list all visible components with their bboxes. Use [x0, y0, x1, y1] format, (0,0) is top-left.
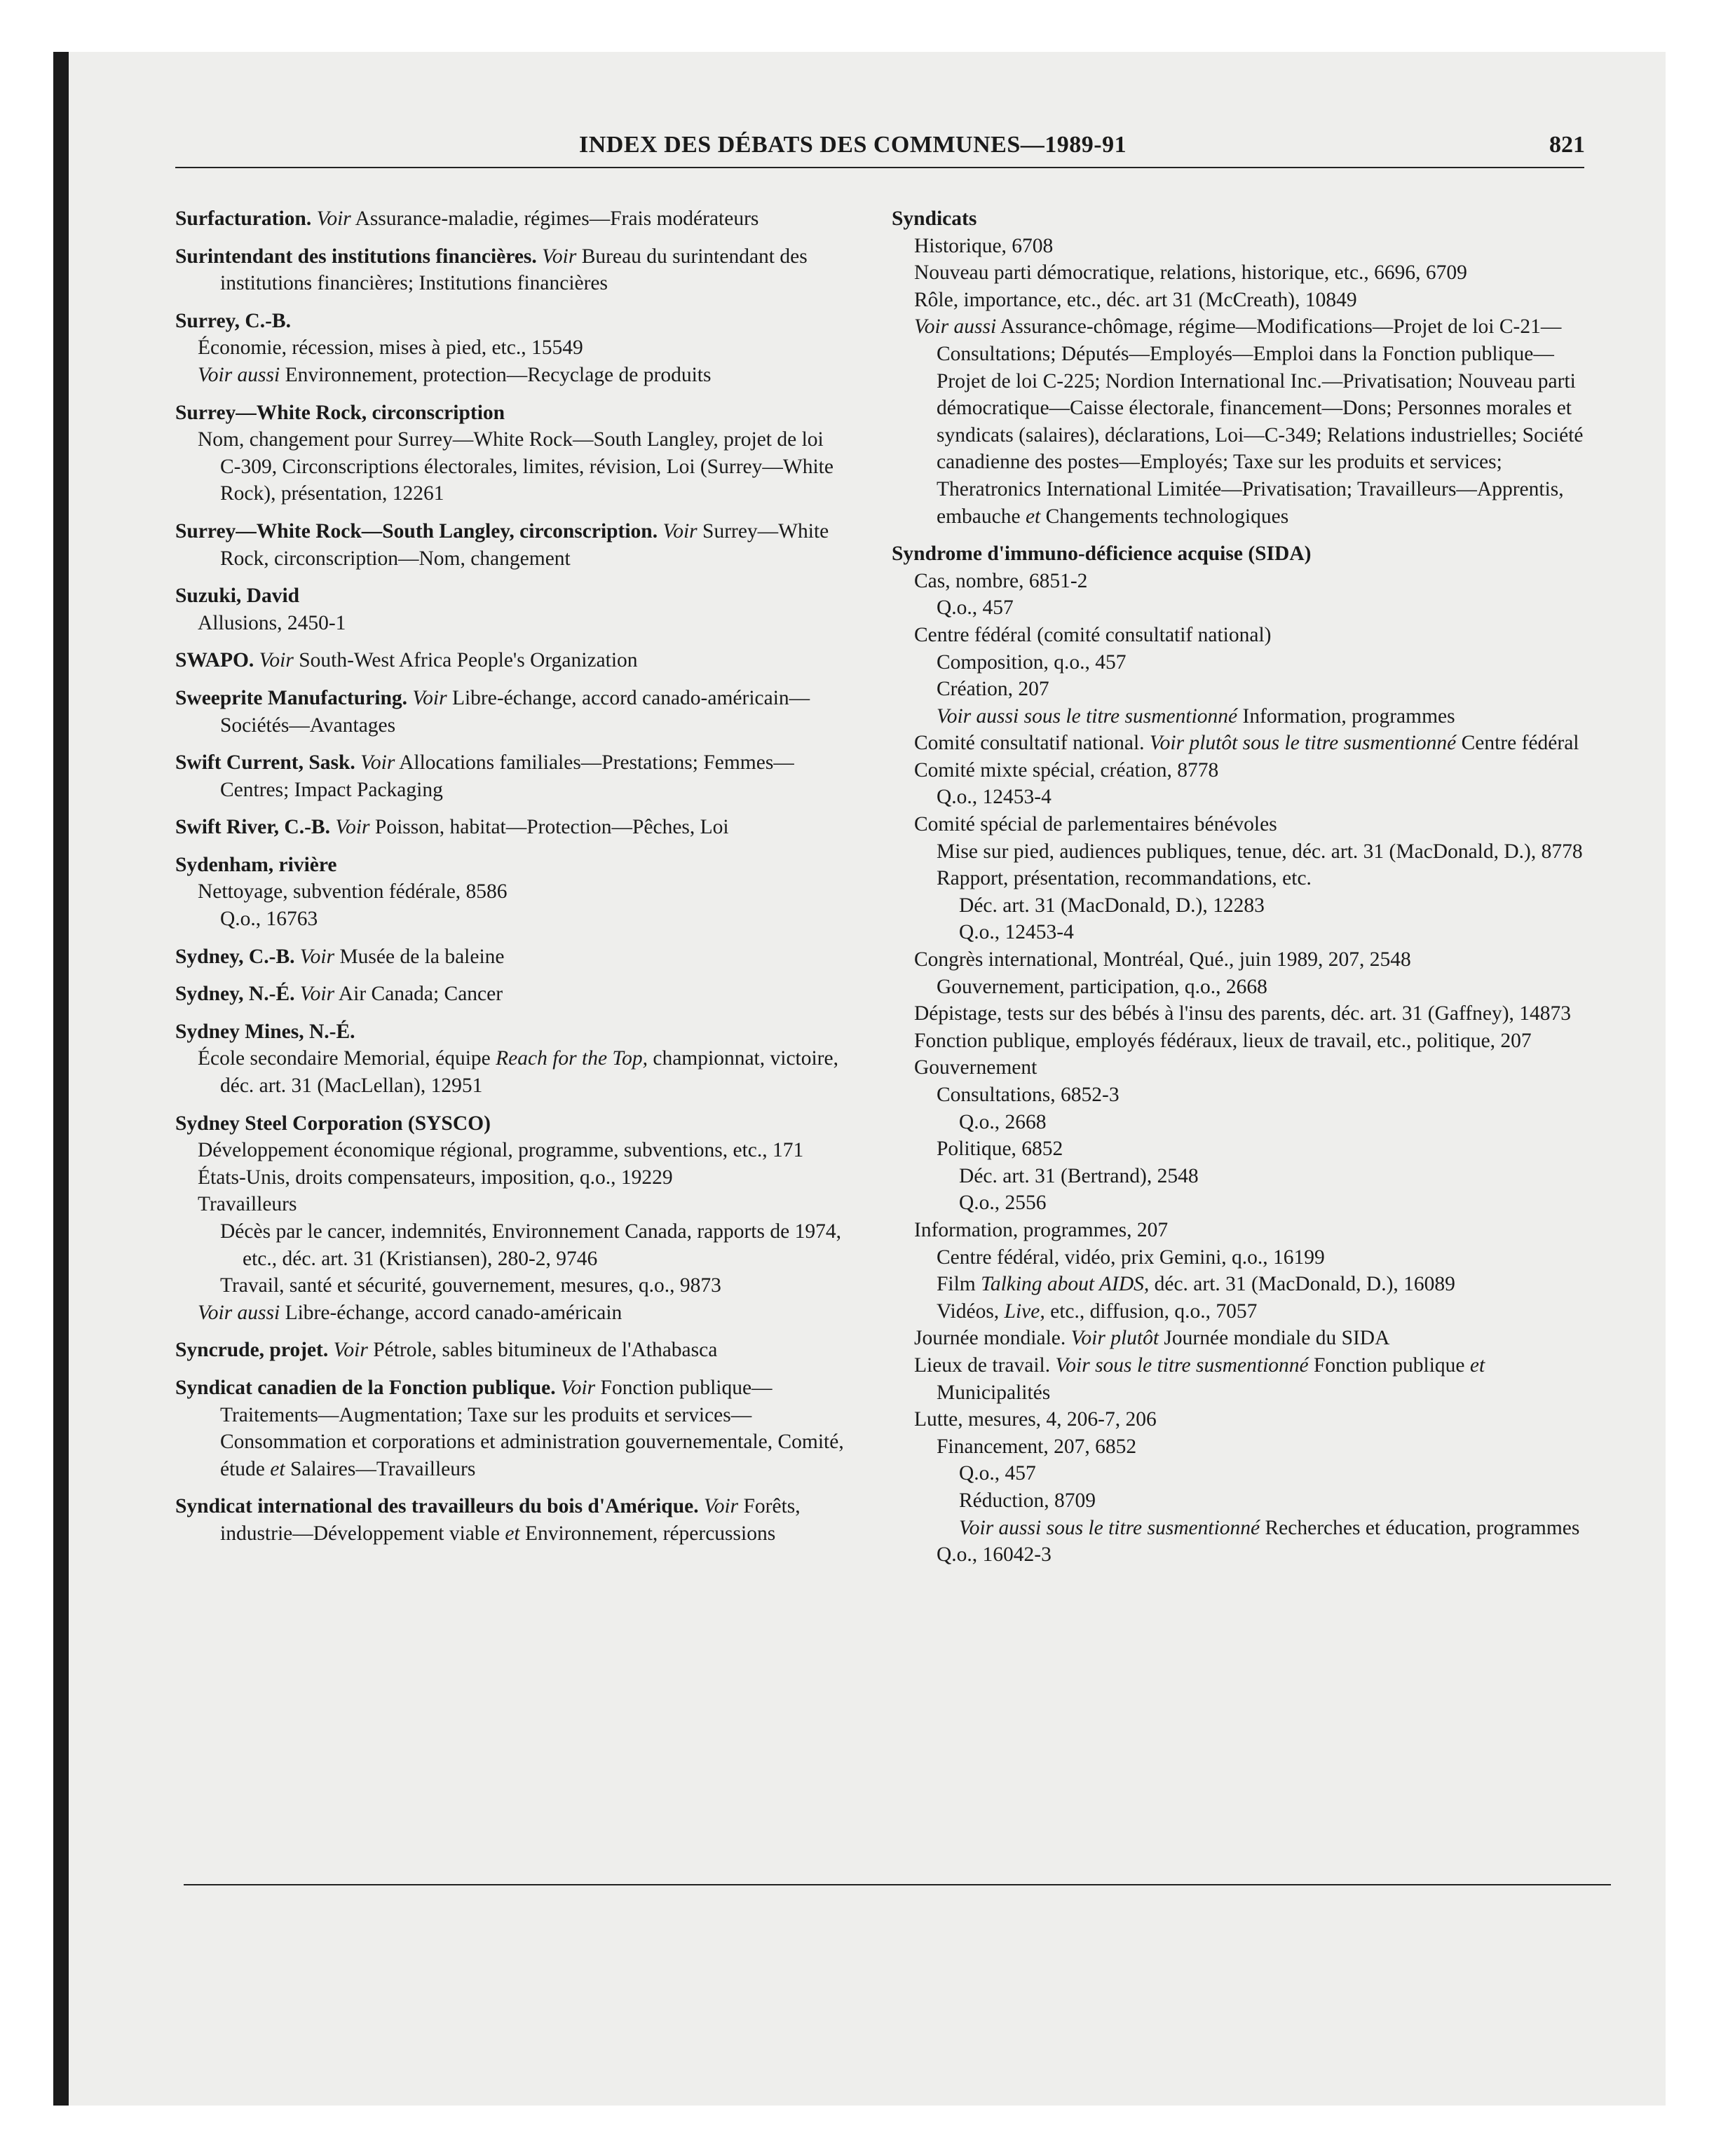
entry-heading-line	[175, 749, 848, 803]
subentry-text: Film	[937, 1273, 981, 1296]
subentry	[892, 1298, 1600, 1325]
see-reference-keyword: Voir	[560, 1376, 596, 1399]
subentry-text: Centre fédéral (comité consultatif national)	[914, 623, 1272, 646]
index-entry	[175, 814, 848, 841]
subentry-text: Environnement, protection—Recyclage de produits	[285, 363, 712, 386]
see-reference-target: Allocations familiales—Prestations; Femmes—Centres; Impact Packaging	[220, 751, 794, 801]
subentry-text: Q.o., 457	[959, 1462, 1036, 1485]
subentry	[892, 1054, 1600, 1082]
subentry	[892, 1460, 1600, 1487]
subentry-text: Travail, santé et sécurité, gouvernement, mesures, q.o., 9873	[220, 1274, 721, 1297]
subentry-text: Développement économique régional, programme, subventions, etc., 171	[198, 1139, 804, 1162]
see-reference-target: Environnement, répercussions	[519, 1522, 776, 1545]
see-reference-keyword: Voir	[259, 649, 294, 672]
entry-heading-line	[175, 685, 848, 739]
subentry-text: Municipalités	[937, 1381, 1051, 1404]
subentry	[175, 334, 848, 362]
italic-fragment: et	[1025, 505, 1041, 528]
subentry	[175, 362, 848, 389]
entry-heading: Syndicat canadien de la Fonction publique.	[175, 1376, 556, 1399]
subentry-text: Mise sur pied, audiences publiques, tenue, déc. art. 31 (MacDonald, D.), 8778	[937, 840, 1583, 863]
subentry-text: États-Unis, droits compensateurs, imposition, q.o., 19229	[198, 1166, 673, 1189]
entry-heading: Swift River, C.-B.	[175, 816, 330, 839]
subentry	[892, 1163, 1600, 1190]
subentry-text: Q.o., 16763	[220, 908, 318, 931]
entry-heading-line	[175, 308, 848, 335]
subentry-text: Cas, nombre, 6851-2	[914, 569, 1088, 592]
entry-heading: Sweeprite Manufacturing.	[175, 686, 408, 709]
index-entry	[175, 582, 848, 636]
subentry	[892, 1487, 1600, 1515]
entry-heading-line	[175, 582, 848, 610]
entry-heading-line	[175, 981, 848, 1008]
subentry-text: championnat, victoire, déc. art. 31 (MacLellan), 12951	[220, 1047, 838, 1098]
subentry	[175, 610, 848, 637]
subentry	[175, 426, 848, 507]
see-reference-target: Libre-échange, accord canado-américain—Sociétés—Avantages	[220, 686, 810, 737]
subentry-text: Réduction, 8709	[959, 1489, 1096, 1512]
entry-heading-line	[892, 540, 1600, 568]
entry-heading: Surintendant des institutions financières.	[175, 245, 537, 268]
index-entry	[175, 1110, 848, 1327]
subentry-text: Lutte, mesures, 4, 206-7, 206	[914, 1408, 1157, 1431]
entry-heading: Sydney Steel Corporation (SYSCO)	[175, 1112, 491, 1135]
index-entry	[175, 647, 848, 674]
subentry	[892, 1135, 1600, 1163]
subentry-text: Comité mixte spécial, création, 8778	[914, 758, 1219, 782]
index-entry	[892, 205, 1600, 530]
see-also-keyword: Voir aussi sous le titre susmentionné	[937, 704, 1238, 728]
subentry-text: Recherches et éducation, programmes	[1265, 1516, 1580, 1539]
subentry-text: Q.o., 457	[937, 596, 1014, 620]
subentry	[892, 946, 1600, 974]
see-also-keyword: Voir aussi	[198, 363, 280, 386]
subentry	[892, 1244, 1600, 1271]
see-reference-target: Salaires—Travailleurs	[285, 1457, 476, 1480]
see-reference-keyword: Voir	[299, 945, 335, 968]
subentry	[892, 1433, 1600, 1461]
index-entry	[175, 749, 848, 803]
subentry-text: Fonction publique	[1308, 1353, 1470, 1377]
subentry	[892, 259, 1600, 287]
see-reference-keyword: Voir	[316, 207, 351, 230]
see-reference-target: South-West Africa People's Organization	[299, 649, 638, 672]
entry-heading: Syndicat international des travailleurs du bois d'Amérique.	[175, 1495, 699, 1518]
subentry	[892, 730, 1600, 757]
see-reference-keyword: Voir	[412, 686, 447, 709]
entry-heading: Swift Current, Sask.	[175, 751, 355, 775]
subentry-text: Travailleurs	[198, 1193, 297, 1216]
subentry-text: Congrès international, Montréal, Qué., juin 1989, 207, 2548	[914, 948, 1411, 971]
page-number: 821	[1549, 132, 1585, 158]
entry-heading: Surfacturation.	[175, 207, 312, 230]
subentry-text: Déc. art. 31 (Bertrand), 2548	[959, 1164, 1199, 1187]
subentry-text: etc., diffusion, q.o., 7057	[1045, 1299, 1258, 1323]
italic-fragment: Talking about AIDS,	[981, 1273, 1150, 1296]
subentry-text: Journée mondiale du SIDA	[1159, 1327, 1390, 1350]
subentry-text: Centre fédéral	[1456, 732, 1579, 755]
subentry	[892, 1109, 1600, 1136]
subentry-text: Centre fédéral, vidéo, prix Gemini, q.o., 16199	[937, 1246, 1325, 1269]
index-entry	[175, 243, 848, 297]
see-reference-keyword: Voir	[335, 816, 370, 839]
entry-heading-line	[175, 205, 848, 233]
subentry-text: Nom, changement pour Surrey—White Rock—South Langley, projet de loi C-309, Circonscriptions électorales, limites, révision, Loi (Surrey—White Rock), présentation, 12261	[198, 428, 834, 505]
subentry-text: Consultations, 6852-3	[937, 1084, 1120, 1106]
see-reference-target: Forêts, industrie—Développement viable	[220, 1495, 801, 1545]
italic-fragment: Live,	[1004, 1299, 1045, 1323]
entry-heading-line	[175, 400, 848, 427]
subentry	[892, 1541, 1600, 1569]
entry-heading-line	[175, 1337, 848, 1364]
index-entry	[175, 1493, 848, 1547]
see-reference-target: Assurance-maladie, régimes—Frais modérateurs	[355, 207, 759, 230]
index-entry	[175, 981, 848, 1008]
subentry	[892, 892, 1600, 920]
subentry-text: Vidéos,	[937, 1299, 1005, 1323]
subentry	[892, 974, 1600, 1001]
see-also-keyword: Voir aussi sous le titre susmentionné	[959, 1516, 1260, 1539]
see-reference-keyword: Voir	[360, 751, 395, 775]
subentry-text: Décès par le cancer, indemnités, Environnement Canada, rapports de 1974, etc., déc. art. 31 (Kristiansen), 280-2, 9746	[220, 1220, 841, 1270]
subentry-text: Financement, 207, 6852	[937, 1435, 1137, 1458]
entry-heading-line	[175, 814, 848, 841]
subentry-text: Économie, récession, mises à pied, etc., 15549	[198, 336, 583, 360]
subentry-text: Comité spécial de parlementaires bénévoles	[914, 813, 1277, 836]
see-reference-target: Pétrole, sables bitumineux de l'Athabasca	[373, 1339, 718, 1362]
subentry	[892, 676, 1600, 703]
subentry	[892, 313, 1600, 530]
entry-heading-line	[175, 943, 848, 971]
subentry	[892, 1271, 1600, 1298]
index-entry	[892, 540, 1600, 1569]
see-reference-keyword: Voir	[542, 245, 577, 268]
subentry	[892, 865, 1600, 892]
connector-word: et	[270, 1457, 285, 1480]
subentry	[892, 1406, 1600, 1433]
subentry	[892, 649, 1600, 676]
see-also-keyword: Voir aussi	[914, 315, 997, 339]
subentry-text: Politique, 6852	[937, 1138, 1063, 1161]
subentry-text: Q.o., 16042-3	[937, 1543, 1052, 1567]
subentry-text: Création, 207	[937, 678, 1049, 701]
entry-heading-line	[892, 205, 1600, 233]
entry-heading-line	[175, 647, 848, 674]
subentry-text: Journée mondiale.	[914, 1327, 1071, 1350]
subentry	[892, 1000, 1600, 1028]
subentry-text: Q.o., 12453-4	[937, 786, 1052, 809]
subentry	[892, 1515, 1600, 1542]
subentry-text: Allusions, 2450-1	[198, 611, 346, 634]
subentry-text: Libre-échange, accord canado-américain	[285, 1301, 622, 1324]
index-entry	[175, 1018, 848, 1100]
index-entry	[175, 852, 848, 933]
italic-fragment: Reach for the Top,	[496, 1047, 648, 1070]
subentry-text: Dépistage, tests sur des bébés à l'insu des parents, déc. art. 31 (Gaffney), 14873	[914, 1002, 1572, 1025]
subentry	[892, 1028, 1600, 1055]
entry-heading: SWAPO.	[175, 649, 254, 672]
entry-heading: Sydney Mines, N.-É.	[175, 1020, 355, 1043]
index-entry	[175, 943, 848, 971]
binding-edge	[53, 52, 69, 2106]
entry-heading: Syncrude, projet.	[175, 1339, 329, 1362]
subentry	[892, 1189, 1600, 1217]
subentry	[892, 594, 1600, 622]
entry-heading: Surrey—White Rock—South Langley, circonscription.	[175, 519, 658, 543]
subentry	[892, 1082, 1600, 1109]
subentry-text: Information, programmes, 207	[914, 1218, 1169, 1241]
subentry-text: Changements technologiques	[1040, 505, 1289, 528]
entry-heading-line	[175, 243, 848, 297]
subentry-text: Nouveau parti démocratique, relations, historique, etc., 6696, 6709	[914, 261, 1467, 285]
index-entry	[175, 518, 848, 572]
entry-heading: Sydney, C.-B.	[175, 945, 295, 968]
subentry	[892, 1352, 1600, 1406]
subentry	[175, 1045, 848, 1099]
entry-heading: Syndicats	[892, 207, 977, 230]
subentry-text: Historique, 6708	[914, 234, 1054, 257]
subentry	[175, 1272, 848, 1299]
subentry	[175, 1218, 848, 1272]
entry-heading: Sydney, N.-É.	[175, 983, 295, 1006]
subentry-text: Information, programmes	[1242, 704, 1455, 728]
subentry	[175, 878, 848, 906]
entry-heading-line	[175, 1374, 848, 1482]
entry-heading: Suzuki, David	[175, 585, 300, 608]
subentry	[892, 287, 1600, 314]
entry-heading: Surrey, C.-B.	[175, 309, 291, 332]
see-reference-target: Musée de la baleine	[339, 945, 505, 968]
entry-heading-line	[175, 852, 848, 879]
subentry-text: Rôle, importance, etc., déc. art 31 (McCreath), 10849	[914, 288, 1357, 311]
entry-heading: Syndrome d'immuno-déficience acquise (SIDA)	[892, 543, 1312, 566]
subentry-text: Composition, q.o., 457	[937, 650, 1127, 674]
subentry-text: Fonction publique, employés fédéraux, lieux de travail, etc., politique, 207	[914, 1029, 1532, 1052]
subentry-text: Q.o., 12453-4	[959, 921, 1074, 944]
index-entry	[175, 400, 848, 507]
subentry	[892, 919, 1600, 946]
footer-rule	[184, 1884, 1611, 1885]
subentry-text: Comité consultatif national.	[914, 732, 1150, 755]
header-rule	[175, 167, 1584, 168]
subentry	[892, 1325, 1600, 1352]
italic-fragment: et	[1469, 1353, 1485, 1377]
see-reference-target: Bureau du surintendant des institutions financières; Institutions financières	[220, 245, 808, 295]
subentry-text: déc. art. 31 (MacDonald, D.), 16089	[1149, 1273, 1455, 1296]
subentry	[892, 233, 1600, 260]
subentry	[175, 1191, 848, 1218]
subentry	[175, 1137, 848, 1164]
subentry	[175, 1164, 848, 1192]
see-reference-target: Fonction publique—Traitements—Augmentation; Taxe sur les produits et services—Consommation et corporations et administration gouvernementale, Comité, étude	[220, 1376, 844, 1480]
entry-heading-line	[175, 1110, 848, 1138]
subentry	[892, 1217, 1600, 1244]
subentry-text: Assurance-chômage, régime—Modifications—Projet de loi C-21—Consultations; Députés—Employés—Emploi dans la Fonction publique—Projet de loi C-225; Nordion International Inc.—Privatisation; Nouveau parti démocratique—Caisse électorale, financement—Dons; Personnes morales et syndicats (salaires), déclarations, Loi—C-349; Relations industrielles; Société canadienne des postes—Employés; Taxe sur les produits et services; Theratronics International Limitée—Privatisation; Travailleurs—Apprentis, embauche	[937, 315, 1584, 528]
subentry-text: Déc. art. 31 (MacDonald, D.), 12283	[959, 894, 1265, 917]
see-reference-keyword: Voir	[662, 519, 698, 543]
index-column-left	[175, 205, 848, 1558]
subentry	[892, 811, 1600, 838]
index-entry	[175, 1337, 848, 1364]
subentry-text: Q.o., 2668	[959, 1110, 1047, 1133]
subentry-text: Rapport, présentation, recommandations, etc.	[937, 867, 1312, 890]
see-reference-target: Surrey—White Rock, circonscription—Nom, changement	[220, 519, 829, 570]
index-entry	[175, 685, 848, 739]
entry-heading-line	[175, 1493, 848, 1547]
subentry-text: Q.o., 2556	[959, 1192, 1047, 1215]
subentry	[892, 568, 1600, 595]
subentry	[175, 1299, 848, 1327]
subentry-text: École secondaire Memorial, équipe	[198, 1047, 496, 1070]
subentry-text: Nettoyage, subvention fédérale, 8586	[198, 880, 508, 903]
see-also-keyword: Voir aussi	[198, 1301, 280, 1324]
italic-fragment: Voir plutôt sous le titre susmentionné	[1149, 732, 1457, 755]
subentry	[175, 906, 848, 933]
running-header: INDEX DES DÉBATS DES COMMUNES—1989-91	[579, 132, 1127, 158]
subentry	[892, 622, 1600, 649]
see-reference-keyword: Voir	[703, 1495, 739, 1518]
subentry	[892, 703, 1600, 730]
index-entry	[175, 205, 848, 233]
subentry-text: Lieux de travail.	[914, 1353, 1056, 1377]
subentry	[892, 838, 1600, 866]
subentry-text: Gouvernement	[914, 1056, 1037, 1079]
see-reference-keyword: Voir	[333, 1339, 368, 1362]
see-reference-keyword: Voir	[299, 983, 335, 1006]
subentry	[892, 757, 1600, 784]
index-entry	[175, 1374, 848, 1482]
subentry	[892, 784, 1600, 811]
entry-heading: Sydenham, rivière	[175, 853, 337, 876]
index-column-right	[892, 205, 1600, 1579]
connector-word: et	[505, 1522, 520, 1545]
entry-heading-line	[175, 518, 848, 572]
entry-heading: Surrey—White Rock, circonscription	[175, 401, 505, 424]
italic-fragment: Voir sous le titre susmentionné	[1055, 1353, 1309, 1377]
italic-fragment: Voir plutôt	[1070, 1327, 1159, 1350]
index-entry	[175, 308, 848, 389]
see-reference-target: Poisson, habitat—Protection—Pêches, Loi	[374, 816, 729, 839]
see-reference-target: Air Canada; Cancer	[338, 983, 503, 1006]
subentry-text: Gouvernement, participation, q.o., 2668	[937, 975, 1267, 998]
entry-heading-line	[175, 1018, 848, 1046]
